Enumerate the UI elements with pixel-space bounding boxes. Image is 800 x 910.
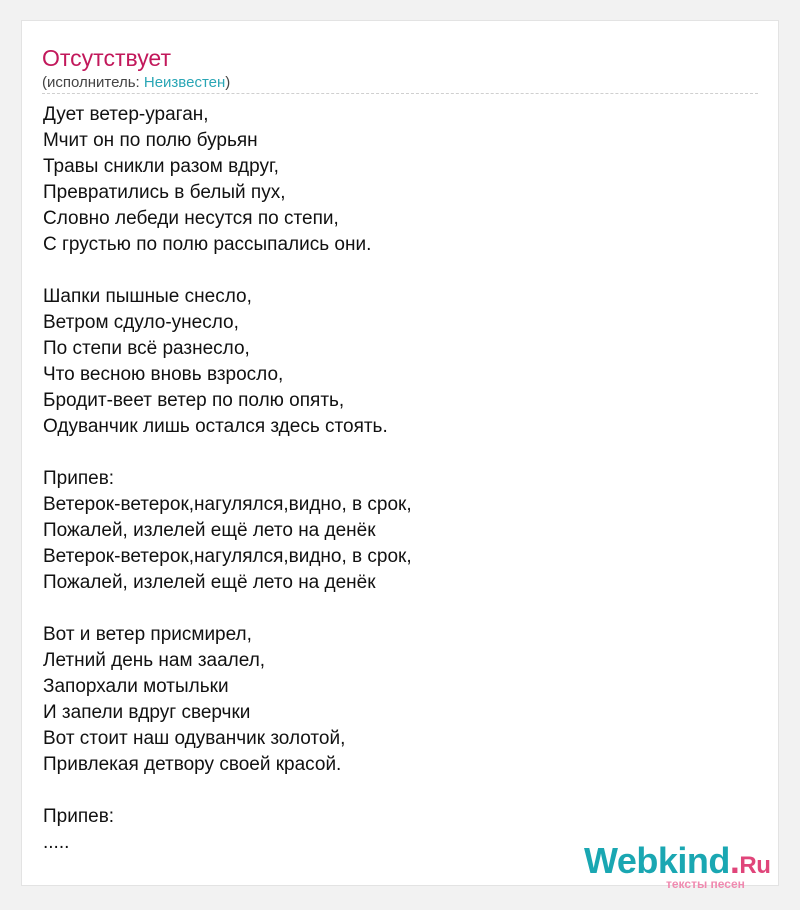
lyric-line: Припев: [43,806,115,827]
logo-main-text: Webkind [584,840,730,881]
lyric-line: Шапки пышные снесло, [43,286,252,307]
lyric-line: Ветерок-ветерок,нагулялся,видно, в срок, [43,494,412,515]
performer-line [42,73,230,93]
lyric-line: Словно лебеди несутся по степи, [43,208,339,229]
lyrics-text [43,102,743,856]
lyric-line: Ветром сдуло-унесло, [43,312,239,333]
performer-suffix: ) [225,74,231,91]
logo-dot: . [729,840,740,881]
lyric-line: Бродит-веет ветер по полю опять, [43,390,345,411]
logo-tagline: тексты песен [666,877,745,891]
lyric-line: Превратились в белый пух, [43,182,286,203]
lyric-line: Травы сникли разом вдруг, [43,156,279,177]
lyric-line: Вот и ветер присмирел, [43,624,252,645]
stanza-break [43,258,743,284]
lyric-line: Припев: [43,468,115,489]
title-divider [42,93,758,94]
stanza-break [43,440,743,466]
stanza-break [43,596,743,622]
lyric-line: Пожалей, излелей ещё лето на денёк [43,572,376,593]
lyric-line: И запели вдруг сверчки [43,702,251,723]
lyric-line: Запорхали мотыльки [43,676,229,697]
lyric-line: По степи всё разнесло, [43,338,250,359]
site-logo[interactable] [584,841,780,893]
lyric-line: Привлекая детвору своей красой. [43,754,342,775]
logo-tld: Ru [739,852,771,879]
lyric-line: Что весною вновь взросло, [43,364,284,385]
lyric-line: Ветерок-ветерок,нагулялся,видно, в срок, [43,546,412,567]
lyric-line: Пожалей, излелей ещё лето на денёк [43,520,376,541]
artist-link[interactable]: Неизвестен [143,74,226,91]
lyric-line: Дует ветер-ураган, [43,104,209,125]
lyric-line: С грустью по полю рассыпались они. [43,234,372,255]
lyric-line: Мчит он по полю бурьян [43,130,258,151]
lyrics-card [21,20,779,891]
stanza-break [43,778,743,804]
lyric-line: Вот стоит наш одуванчик золотой, [43,728,346,749]
performer-prefix: (исполнитель: [42,74,144,91]
song-title: Отсутствует [42,45,171,71]
lyric-line: ..... [43,832,70,853]
lyric-line: Летний день нам заалел, [43,650,266,671]
lyric-line: Одуванчик лишь остался здесь стоять. [43,416,388,437]
